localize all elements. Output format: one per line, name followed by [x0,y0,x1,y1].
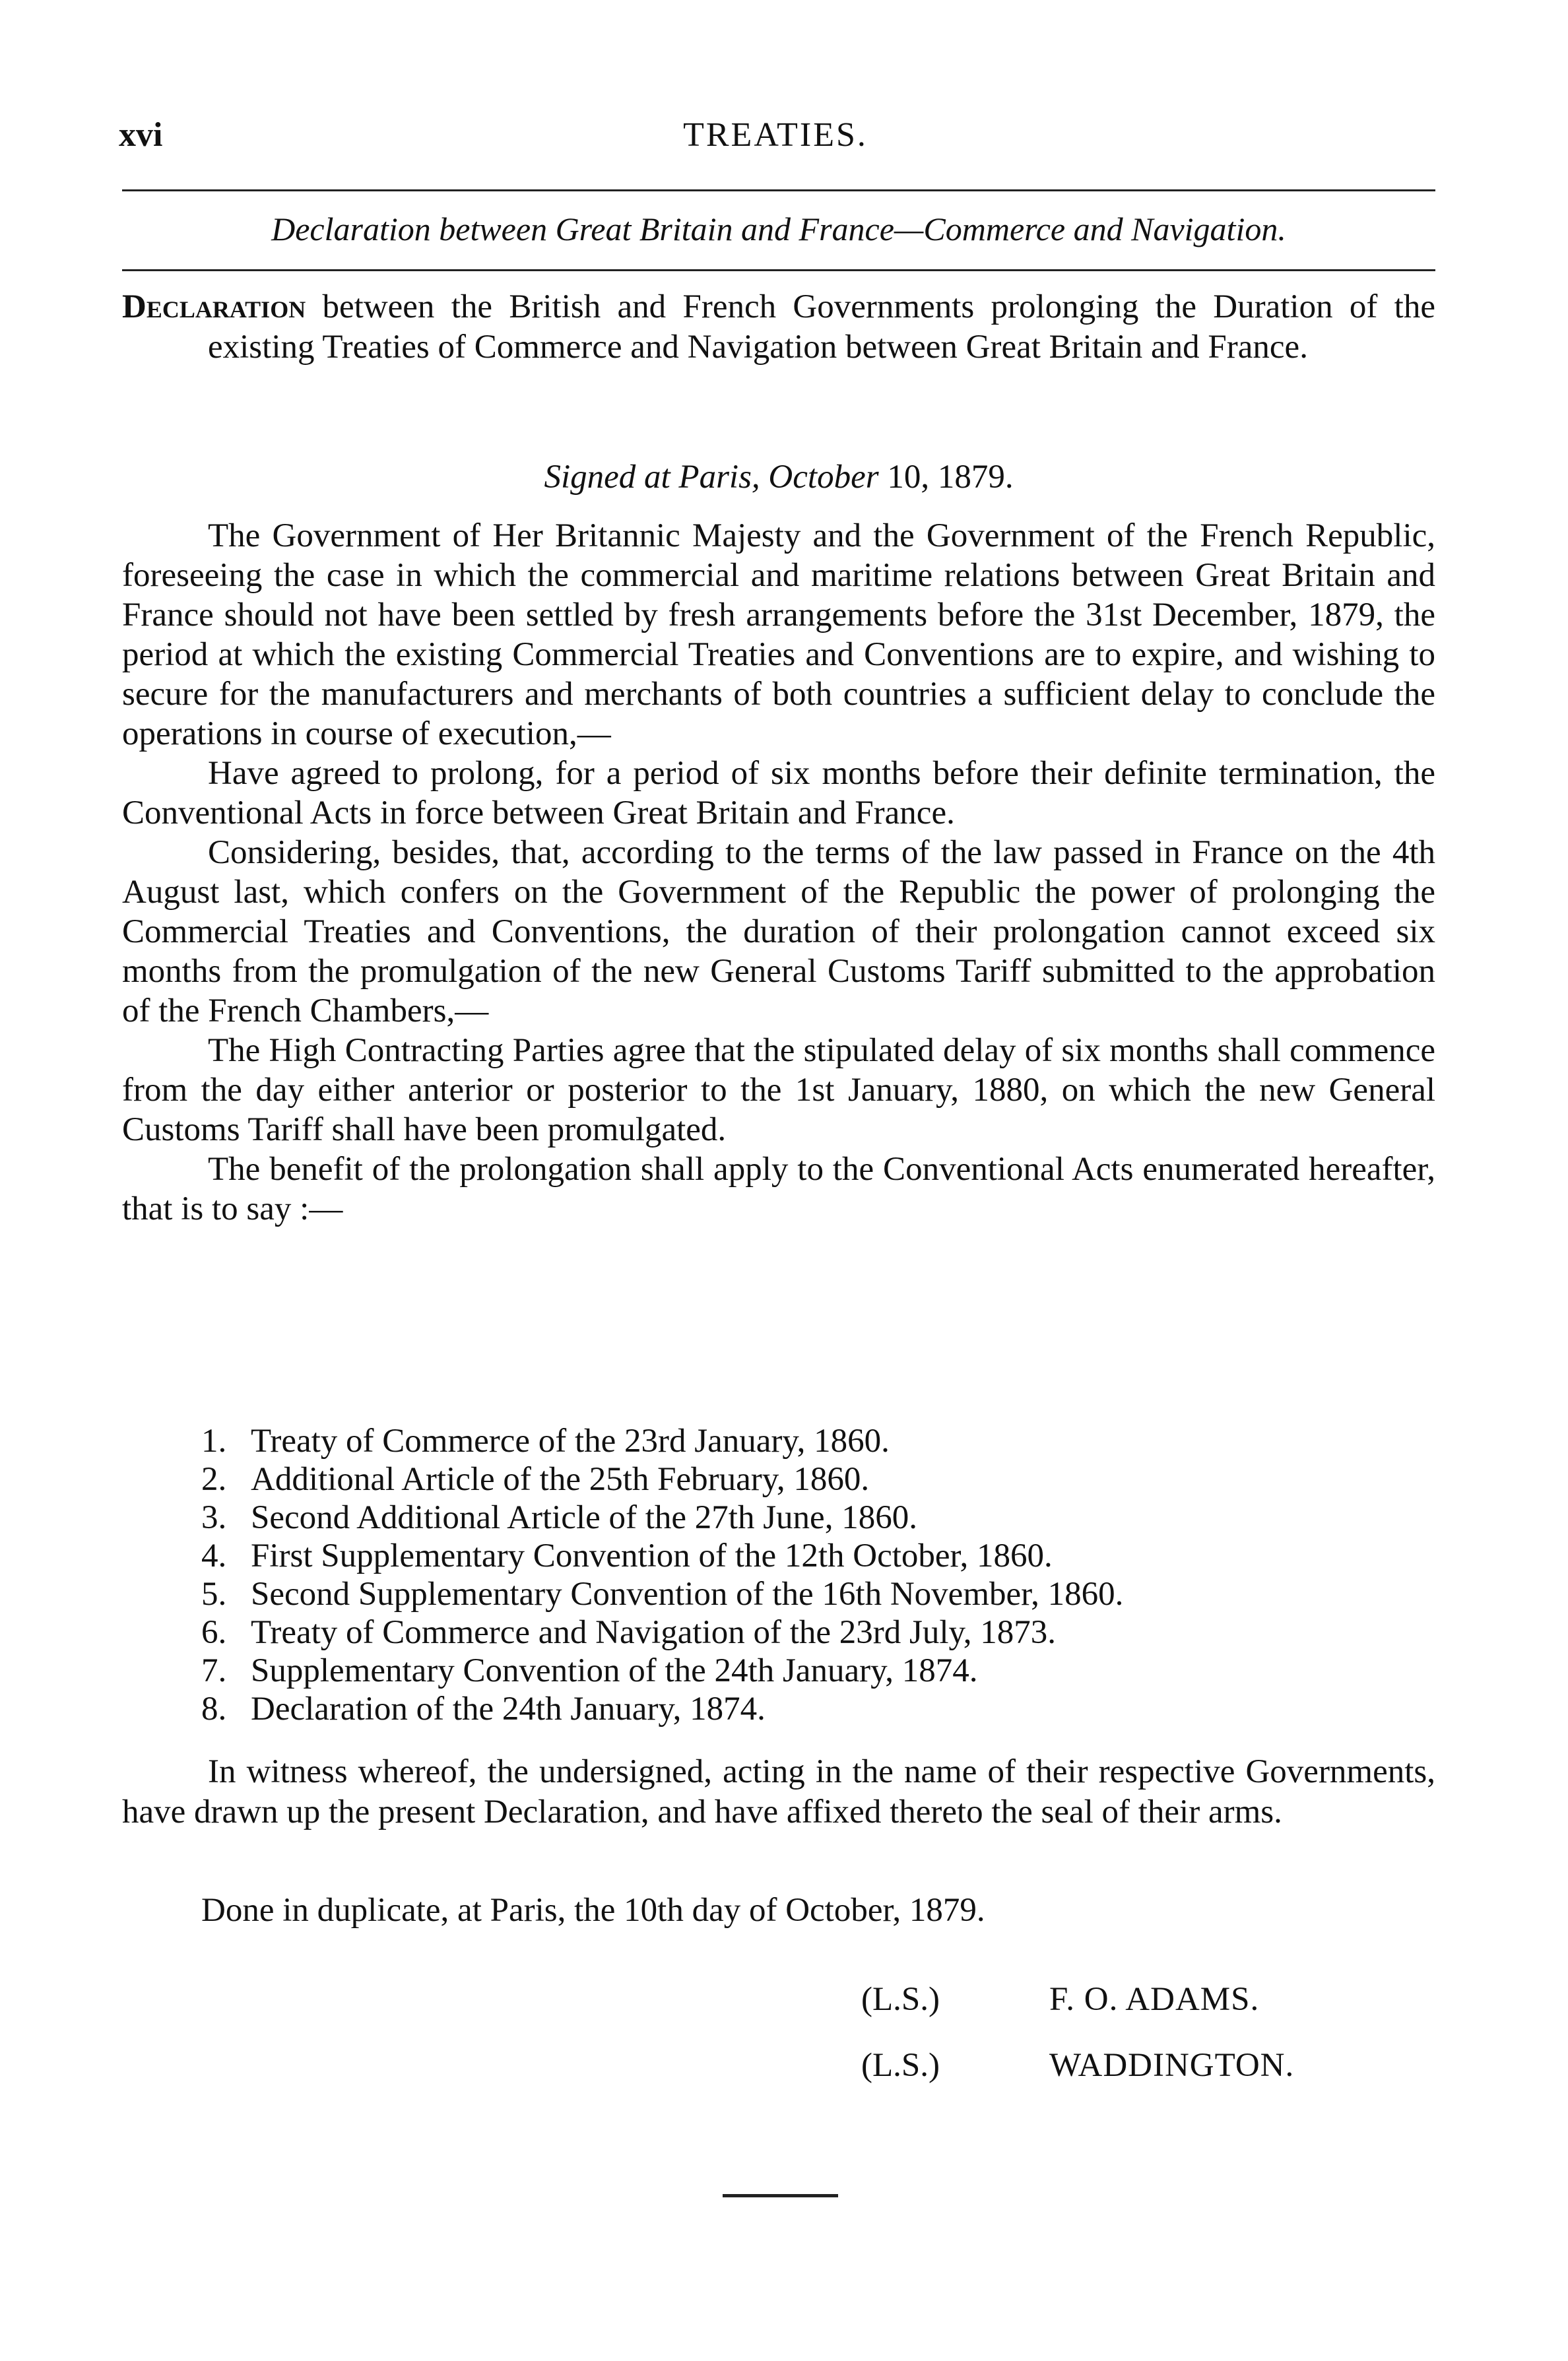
list-item-text: Additional Article of the 25th February, 1860. [251,1461,870,1498]
signatory-name: F. O. ADAMS. [1049,1981,1260,2018]
list-item [201,1690,1455,1728]
signed-date: 10, 1879. [878,459,1014,496]
declaration-body [122,516,1435,1229]
body-paragraph: The High Contracting Parties agree that the stipulated delay of six months shall commence from the day either anterior or posterior to the 1st January, 1880, on which the new General Customs Tariff shall have been promulgated. [122,1032,1435,1148]
signatory-name: WADDINGTON. [1049,2047,1295,2084]
seal-mark: (L.S.) [861,2047,940,2084]
list-item-number: 3. [201,1499,227,1536]
body-paragraph: The Government of Her Britannic Majesty and the Government of the French Republic, foreseeing the case in which the commercial and maritime relations between Great Britain and France should not have been settled by fresh arrangements before the 31st December, 1879, the period at which the existing Commercial Treaties and Conventions are to expire, and wishing to secure for the manufacturers and merchants of both countries a sufficient delay to conclude the operations in course of execution,— [122,517,1435,752]
done-line: Done in duplicate, at Paris, the 10th day of October, 1879. [201,1892,985,1929]
end-rule [723,2194,838,2197]
list-item [201,1422,1455,1460]
list-item [201,1613,1455,1652]
declaration-title-text: between the British and French Governments prolonging the Duration of the existing Treaties of Commerce and Navigation between Great Britain and France. [208,288,1435,366]
page-number: xvi [119,116,163,154]
body-paragraph: Considering, besides, that, according to the terms of the law passed in France on the 4th August last, which confers on the Government of the Republic the power of prolonging the Commercial Treaties and Conventions, the duration of their prolongation cannot exceed six months from the promulgation of the new General Customs Tariff submitted to the approbation of the French Chambers,— [122,834,1435,1029]
list-item-number: 2. [201,1461,227,1498]
running-title: TREATIES. [683,116,868,154]
list-item [201,1575,1455,1613]
list-item [201,1652,1455,1690]
body-paragraph: The benefit of the prolongation shall apply to the Conventional Acts enumerated hereafter, that is to say :— [122,1151,1435,1227]
list-item [201,1537,1455,1575]
declaration-title [122,287,1435,368]
list-item-text: First Supplementary Convention of the 12th October, 1860. [251,1537,1053,1574]
witness-clause [122,1752,1435,1832]
conventional-acts-list [201,1422,1455,1728]
signature-row [861,1976,1521,2022]
list-item-number: 7. [201,1652,227,1689]
signature-row [861,2042,1521,2088]
list-item-text: Second Supplementary Convention of the 16th November, 1860. [251,1576,1124,1613]
top-rule [122,189,1435,191]
subheading-rule [122,269,1435,271]
seal-mark: (L.S.) [861,1981,940,2018]
section-subheading: Declaration between Great Britain and France—Commerce and Navigation. [271,210,1286,247]
list-item-text: Declaration of the 24th January, 1874. [251,1691,766,1728]
list-item-number: 5. [201,1576,227,1613]
declaration-lead-word: Declaration [122,288,306,325]
signed-line [122,454,1435,500]
list-item [201,1460,1455,1499]
list-item [201,1499,1455,1537]
list-item-number: 1. [201,1423,227,1460]
list-item-text: Treaty of Commerce of the 23rd January, 1860. [251,1423,890,1460]
signed-place: Signed at Paris, October [544,459,879,496]
list-item-text: Supplementary Convention of the 24th January, 1874. [251,1652,978,1689]
witness-paragraph: In witness whereof, the undersigned, acting in the name of their respective Governments, have drawn up the present Declaration, and have affixed thereto the seal of their arms. [122,1753,1435,1830]
running-head [119,112,1432,158]
list-item-number: 8. [201,1691,227,1728]
list-item-text: Second Additional Article of the 27th June, 1860. [251,1499,917,1536]
list-item-number: 6. [201,1614,227,1651]
body-paragraph: Have agreed to prolong, for a period of six months before their definite termination, the Conventional Acts in force between Great Britain and France. [122,755,1435,831]
list-item-number: 4. [201,1537,227,1574]
list-item-text: Treaty of Commerce and Navigation of the 23rd July, 1873. [251,1614,1056,1651]
